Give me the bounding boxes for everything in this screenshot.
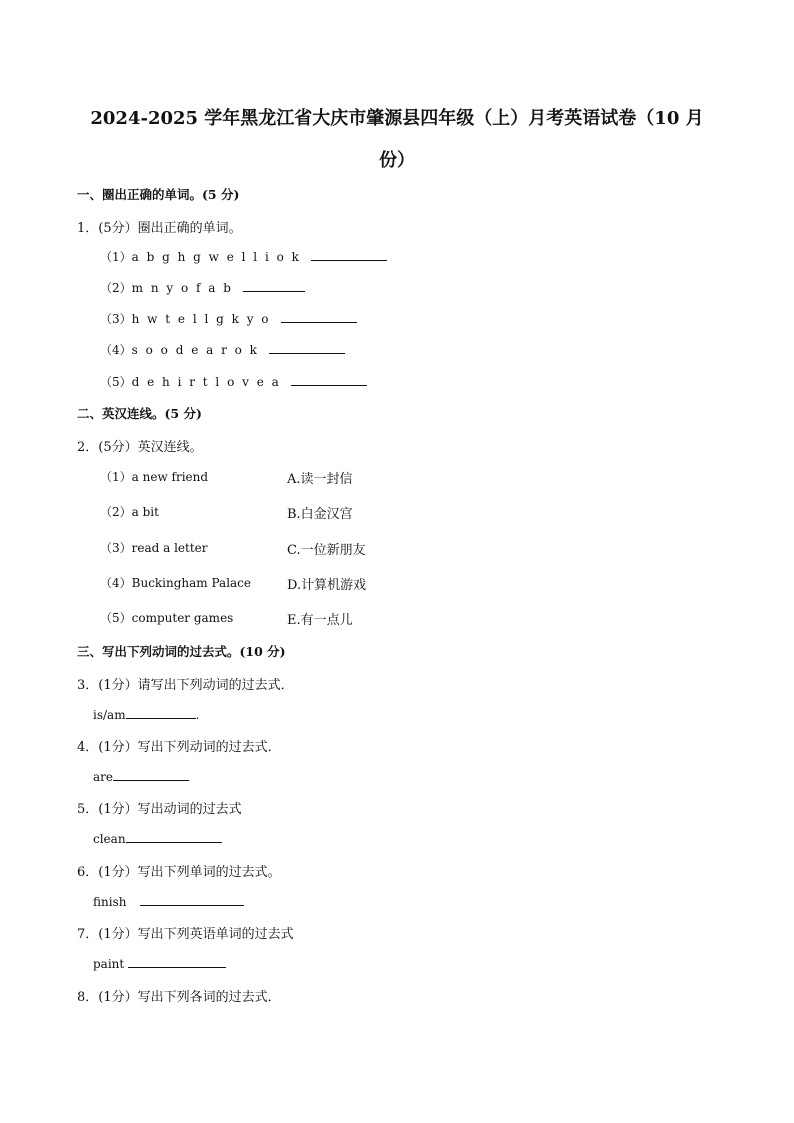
answer-line-6 <box>93 893 244 909</box>
match-english-phrase[interactable]: a bit <box>131 505 159 519</box>
question-6: 6．(1分）写出下列单词的过去式。 <box>77 865 281 880</box>
word-item-5 <box>100 373 367 390</box>
match-left-item-1 <box>100 468 208 485</box>
match-item-number: （1） <box>100 470 132 484</box>
scrambled-letters: s o o d e a r o k <box>131 343 259 357</box>
answer-blank[interactable] <box>128 955 226 968</box>
section-3-heading: 三、写出下列动词的过去式。(10 分) <box>77 644 286 659</box>
match-left-item-4 <box>100 574 251 591</box>
answer-blank[interactable] <box>311 248 387 261</box>
word-item-number: （3） <box>100 312 132 326</box>
match-right-item-d[interactable]: D.计算机游戏 <box>287 578 367 593</box>
match-right-item-e[interactable]: E.有一点儿 <box>287 613 353 628</box>
word-item-1 <box>100 248 387 265</box>
answer-line-3 <box>93 706 199 722</box>
answer-blank[interactable] <box>291 373 367 386</box>
match-item-number: （2） <box>100 505 132 519</box>
answer-line-4 <box>93 768 189 784</box>
word-item-number: （1） <box>100 250 132 264</box>
answer-blank[interactable] <box>140 893 244 906</box>
verb-word: are <box>93 770 113 784</box>
match-right-item-c[interactable]: C.一位新朋友 <box>287 543 366 558</box>
scrambled-letters: a b g h g w e l l i o k <box>131 250 301 264</box>
word-item-2 <box>100 279 305 296</box>
question-8: 8．(1分）写出下列各词的过去式． <box>77 990 281 1005</box>
answer-line-7 <box>93 955 226 971</box>
scrambled-letters: m n y o f a b <box>131 281 233 295</box>
scrambled-letters: d e h i r t l o v e a <box>131 375 281 389</box>
match-english-phrase[interactable]: a new friend <box>131 470 209 484</box>
word-item-number: （2） <box>100 281 132 295</box>
exam-title-line-1: 2024-2025 学年黑龙江省大庆市肇源县四年级（上）月考英语试卷（10 月 <box>90 108 704 129</box>
verb-word: paint <box>93 957 125 971</box>
match-english-phrase[interactable]: Buckingham Palace <box>131 576 252 590</box>
word-item-4 <box>100 341 345 358</box>
section-1-heading: 一、圈出正确的单词。(5 分) <box>77 187 240 202</box>
question-1: 1．(5分）圈出正确的单词。 <box>77 221 242 236</box>
answer-blank[interactable] <box>113 768 189 781</box>
exam-title-line-2: 份） <box>379 150 415 171</box>
sentence-end: . <box>195 708 200 722</box>
match-left-item-2 <box>100 503 159 520</box>
answer-line-5 <box>93 830 222 846</box>
match-right-item-b[interactable]: B.白金汉宫 <box>287 507 353 522</box>
scrambled-letters: h w t e l l g k y o <box>131 312 271 326</box>
section-2-heading: 二、英汉连线。(5 分) <box>77 406 202 421</box>
match-left-item-3 <box>100 539 208 556</box>
question-4: 4．(1分）写出下列动词的过去式． <box>77 740 281 755</box>
verb-word: finish <box>93 895 127 909</box>
match-item-number: （3） <box>100 541 132 555</box>
answer-blank[interactable] <box>126 830 222 843</box>
match-english-phrase[interactable]: read a letter <box>131 541 208 555</box>
verb-word: is/am <box>93 708 126 722</box>
answer-blank[interactable] <box>126 706 196 719</box>
question-2: 2．(5分）英汉连线。 <box>77 440 203 455</box>
word-item-number: （5） <box>100 375 132 389</box>
match-item-number: （4） <box>100 576 132 590</box>
word-item-number: （4） <box>100 343 132 357</box>
question-3: 3．(1分）请写出下列动词的过去式． <box>77 678 294 693</box>
word-item-3 <box>100 310 357 327</box>
verb-word: clean <box>93 832 126 846</box>
match-right-item-a[interactable]: A.读一封信 <box>287 472 353 487</box>
match-english-phrase[interactable]: computer games <box>131 611 234 625</box>
match-item-number: （5） <box>100 611 132 625</box>
answer-blank[interactable] <box>281 310 357 323</box>
answer-blank[interactable] <box>269 341 345 354</box>
question-7: 7．(1分）写出下列英语单词的过去式 <box>77 927 294 942</box>
question-5: 5．(1分）写出动词的过去式 <box>77 802 242 817</box>
answer-blank[interactable] <box>243 279 305 292</box>
match-left-item-5 <box>100 609 233 626</box>
